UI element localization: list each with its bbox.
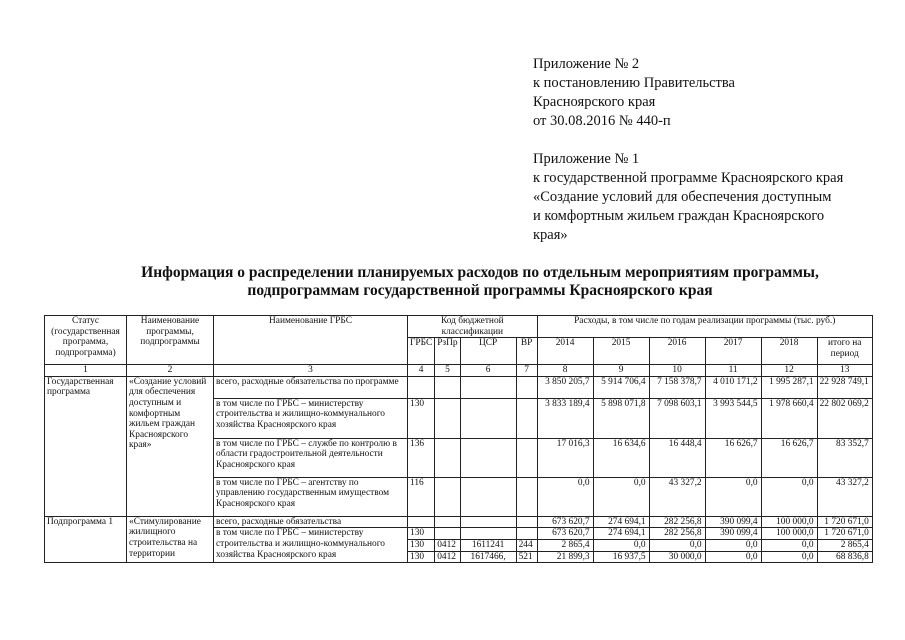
row-value-2015: 16 937,5	[593, 551, 649, 563]
appendix-line: и комфортным жильем граждан Красноярского	[533, 208, 825, 224]
row-value-total: 43 327,2	[817, 477, 872, 516]
row-csr: 1611241	[460, 539, 516, 551]
header-year-2014: 2014	[537, 338, 593, 365]
row-value-2016: 0,0	[649, 539, 705, 551]
row-value-2016: 30 000,0	[649, 551, 705, 563]
row-value-2017: 0,0	[705, 539, 761, 551]
row-value-2016: 7 158 378,7	[649, 376, 705, 398]
row-vr	[516, 528, 537, 540]
row-vr	[516, 477, 537, 516]
header-vr: ВР	[516, 338, 537, 365]
row-value-total: 22 928 749,1	[817, 376, 872, 398]
column-number: 7	[516, 365, 537, 377]
header-grbs: ГРБС	[408, 338, 435, 365]
expenses-table-wrap	[44, 315, 873, 563]
row-csr	[460, 528, 516, 540]
column-number: 9	[593, 365, 649, 377]
row-value-2018: 100 000,0	[761, 516, 817, 528]
row-rzpr: 0412	[435, 551, 460, 563]
row-value-2014: 0,0	[537, 477, 593, 516]
title-line: Информация о распределении планируемых расходов по отдельным мероприятиям программы,	[141, 264, 819, 281]
row-value-2017: 0,0	[705, 477, 761, 516]
row-value-2018: 0,0	[761, 477, 817, 516]
row-grbs: 130	[408, 539, 435, 551]
row-value-2016: 282 256,8	[649, 528, 705, 540]
row-rzpr	[435, 477, 460, 516]
row-value-2017: 390 099,4	[705, 516, 761, 528]
row-value-2014: 673 620,7	[537, 516, 593, 528]
appendix-block	[533, 55, 843, 245]
column-number: 6	[460, 365, 516, 377]
spacer	[533, 131, 843, 150]
row-status: Подпрограмма 1	[45, 516, 127, 562]
row-grbs: 130	[408, 528, 435, 540]
column-number: 13	[817, 365, 872, 377]
row-value-2016: 282 256,8	[649, 516, 705, 528]
row-grbs-name: всего, расходные обязательства по программе	[214, 376, 408, 398]
row-csr	[460, 477, 516, 516]
header-year-2018: 2018	[761, 338, 817, 365]
row-csr: 1617466,	[460, 551, 516, 563]
row-value-2017: 0,0	[705, 551, 761, 563]
header-expenses: Расходы, в том числе по годам реализации программы (тыс. руб.)	[537, 316, 872, 338]
row-value-total: 68 836,8	[817, 551, 872, 563]
expenses-table	[44, 315, 873, 563]
row-value-2014: 2 865,4	[537, 539, 593, 551]
row-value-2018: 1 978 660,4	[761, 398, 817, 438]
row-vr	[516, 516, 537, 528]
row-value-2018: 0,0	[761, 539, 817, 551]
row-value-2018: 1 995 287,1	[761, 376, 817, 398]
row-value-2014: 21 899,3	[537, 551, 593, 563]
title-line: подпрограммам государственной программы Красноярского края	[247, 282, 713, 299]
appendix-line: к государственной программе Красноярского края	[533, 170, 844, 186]
header-program: Наименование программы, подпрограммы	[127, 316, 214, 365]
appendix-line: к постановлению Правительства	[533, 75, 735, 91]
row-value-2014: 673 620,7	[537, 528, 593, 540]
header-grbs-name: Наименование ГРБС	[214, 316, 408, 365]
appendix-line: Приложение № 1	[533, 151, 640, 167]
row-value-2017: 4 010 171,2	[705, 376, 761, 398]
row-value-total: 1 720 671,0	[817, 528, 872, 540]
row-vr	[516, 398, 537, 438]
row-csr	[460, 398, 516, 438]
row-value-2016: 7 098 603,1	[649, 398, 705, 438]
column-number: 12	[761, 365, 817, 377]
row-rzpr	[435, 528, 460, 540]
row-program-name: «Стимулирование жилищного строительства на территории	[127, 516, 214, 562]
row-value-total: 83 352,7	[817, 438, 872, 477]
table-row	[45, 376, 873, 398]
column-number: 5	[435, 365, 460, 377]
row-vr: 521	[516, 551, 537, 563]
row-value-2017: 16 626,7	[705, 438, 761, 477]
row-grbs-name: в том числе по ГРБС – министерству строительства и жилищно-коммунального хозяйства Красноярского края	[214, 398, 408, 438]
row-value-2014: 17 016,3	[537, 438, 593, 477]
row-value-2015: 274 694,1	[593, 516, 649, 528]
row-vr	[516, 376, 537, 398]
column-number: 3	[214, 365, 408, 377]
column-number: 11	[705, 365, 761, 377]
appendix-line: Красноярского края	[533, 94, 656, 110]
header-total: итого на период	[817, 338, 872, 365]
row-grbs	[408, 516, 435, 528]
row-grbs: 116	[408, 477, 435, 516]
row-grbs-name: всего, расходные обязательства	[214, 516, 408, 528]
row-value-2016: 16 448,4	[649, 438, 705, 477]
row-grbs	[408, 376, 435, 398]
row-value-2015: 0,0	[593, 477, 649, 516]
row-program-name: «Создание условий для обеспечения доступным и комфортным жильем граждан Красноярского края»	[127, 376, 214, 516]
row-value-2015: 5 914 706,4	[593, 376, 649, 398]
row-grbs-name: в том числе по ГРБС – службе по контролю в области градостроительной деятельности Красноярского края	[214, 438, 408, 477]
row-csr	[460, 516, 516, 528]
appendix-line: от 30.08.2016 № 440-п	[533, 113, 671, 129]
row-csr	[460, 376, 516, 398]
row-value-2014: 3 850 205,7	[537, 376, 593, 398]
row-value-2015: 16 634,6	[593, 438, 649, 477]
row-rzpr	[435, 398, 460, 438]
row-rzpr	[435, 438, 460, 477]
row-value-2015: 274 694,1	[593, 528, 649, 540]
column-number: 1	[45, 365, 127, 377]
row-grbs: 136	[408, 438, 435, 477]
header-year-2015: 2015	[593, 338, 649, 365]
row-vr: 244	[516, 539, 537, 551]
row-value-2017: 3 993 544,5	[705, 398, 761, 438]
row-value-total: 22 802 069,2	[817, 398, 872, 438]
column-number: 4	[408, 365, 435, 377]
column-number: 10	[649, 365, 705, 377]
row-value-2018: 16 626,7	[761, 438, 817, 477]
row-value-total: 2 865,4	[817, 539, 872, 551]
row-status: Государственная программа	[45, 376, 127, 516]
document-title	[100, 264, 860, 300]
table-row	[45, 516, 873, 528]
row-grbs-name: в том числе по ГРБС – министерству строительства и жилищно-коммунального хозяйства Красноярского края	[214, 528, 408, 563]
row-value-2017: 390 099,4	[705, 528, 761, 540]
header-status: Статус (государственная программа, подпрограмма)	[45, 316, 127, 365]
row-vr	[516, 438, 537, 477]
row-value-2018: 100 000,0	[761, 528, 817, 540]
column-number: 2	[127, 365, 214, 377]
row-grbs: 130	[408, 551, 435, 563]
row-rzpr	[435, 376, 460, 398]
appendix-line: края»	[533, 227, 568, 243]
appendix-line: Приложение № 2	[533, 56, 640, 72]
header-code: Код бюджетной классификации	[408, 316, 538, 338]
appendix-line: «Создание условий для обеспечения доступным	[533, 189, 832, 205]
row-rzpr: 0412	[435, 539, 460, 551]
header-year-2016: 2016	[649, 338, 705, 365]
row-rzpr	[435, 516, 460, 528]
row-value-2015: 0,0	[593, 539, 649, 551]
row-value-2018: 0,0	[761, 551, 817, 563]
row-value-2014: 3 833 189,4	[537, 398, 593, 438]
header-rzpr: РзПр	[435, 338, 460, 365]
row-grbs-name: в том числе по ГРБС – агентству по управлению государственным имуществом Красноярского края	[214, 477, 408, 516]
row-value-total: 1 720 671,0	[817, 516, 872, 528]
row-value-2015: 5 898 071,8	[593, 398, 649, 438]
row-value-2016: 43 327,2	[649, 477, 705, 516]
column-number: 8	[537, 365, 593, 377]
header-year-2017: 2017	[705, 338, 761, 365]
row-grbs: 130	[408, 398, 435, 438]
row-csr	[460, 438, 516, 477]
header-csr: ЦСР	[460, 338, 516, 365]
